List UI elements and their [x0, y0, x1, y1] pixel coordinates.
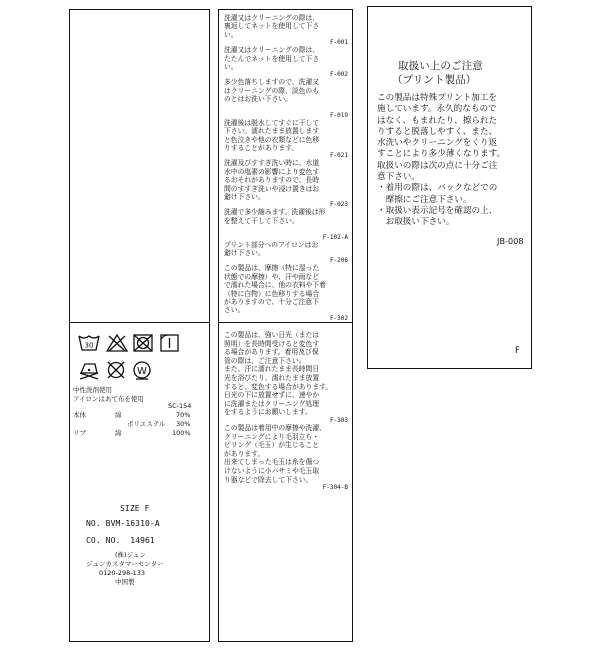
care-text-line: 洗濯で多少縮みます。洗濯後は形 [224, 208, 326, 217]
wash-30-icon [78, 334, 100, 352]
care-text-line: すると、変色する場合があります。 [224, 382, 333, 391]
care-instructions-note: 中性洗剤使用 アイロンはあて布を使用 [73, 386, 144, 403]
country-of-origin: 中国製 [115, 578, 135, 586]
care-text-line: 出来てしまった毛玉は糸を傷つ [224, 458, 320, 467]
care-text-line: で濡れた場合に、他の衣料や下着 [224, 281, 326, 290]
care-text-line: 洗濯又はクリーニングの際は、 [224, 14, 320, 22]
care-text-line: また、汗に濡れたまま長時間日 [224, 365, 320, 374]
care-text-line: るおそれがありますので、長時 [224, 176, 320, 185]
reference-code: F-001 [329, 39, 348, 47]
care-text-line: 避け下さい。 [224, 193, 265, 202]
care-text-line: をするようにお願いします。 [224, 408, 312, 417]
care-text-line: 多少色落ちしますので、洗濯又 [224, 78, 320, 87]
reference-code: F-102-A [322, 233, 348, 241]
composition-row [73, 420, 198, 429]
care-text-line: 施しています。永久的なもので [377, 104, 497, 115]
care-label-left [69, 9, 210, 642]
care-text-line: この製品は、摩擦（特に湿った [224, 264, 320, 273]
care-text-line: 洗濯及びすすぎ洗い時に、水道 [224, 159, 320, 168]
no-tumble-dry-icon [133, 334, 153, 352]
care-text-line: 洗濯後は脱水してすぐに干して [224, 118, 320, 127]
reference-code: F-023 [329, 201, 348, 209]
care-text-line: い。 [224, 62, 238, 71]
care-text-line: はクリーニングの際、淡色のも [224, 86, 320, 95]
care-text-line: と色泣きや他の衣類などに色移 [224, 135, 320, 144]
care-text-line: （特に白物）に色移りする場合 [224, 289, 320, 298]
no-dry-clean-icon [106, 360, 126, 380]
care-text-line: のとはお洗い下さい。 [224, 95, 292, 104]
care-text-line: 摩擦にご注意下さい。 [377, 194, 472, 205]
care-text-block [224, 14, 348, 322]
care-text-line: クリーニングにより毛羽立ち・ [224, 432, 320, 441]
notice-text-block [377, 93, 527, 229]
fiber-code: SC-154 [168, 402, 192, 410]
care-text-line: があります。 [224, 449, 265, 458]
care-text-block [224, 331, 348, 491]
care-text-line: る場合があります。着用及び保 [224, 348, 319, 357]
reference-code: F-021 [329, 152, 348, 160]
care-text-line: この製品は、強い日光（または [224, 331, 320, 339]
care-text-line: 状態での摩擦）や、汗や雨など [224, 272, 320, 281]
reference-code: F-019 [329, 111, 348, 119]
care-text-line [224, 225, 348, 233]
care-text-line: けないように小バサミや毛玉取 [224, 466, 320, 475]
line-dry-icon [160, 334, 179, 352]
care-text-line: 水中の塩素の影響により変色す [224, 167, 320, 176]
care-text-line: たたんでネットを使用して下さ [224, 54, 320, 63]
care-text-line: はなく、もまれたり、擦られた [377, 115, 498, 126]
label-divider [69, 322, 210, 323]
svg-text:30: 30 [84, 341, 94, 350]
size-label: SIZE F [120, 504, 150, 513]
care-text-line: い。 [224, 30, 238, 39]
care-text-line: 間のすすぎ洗いや浸け置きはお [224, 184, 320, 193]
composition-row [73, 429, 198, 438]
care-text-line: 取扱いの際は次の点に十分ご注 [377, 160, 498, 171]
customer-center: ジュンカスタマーセンター [86, 560, 164, 568]
care-text-line: この製品は特殊プリント加工を [377, 93, 497, 103]
care-text-line: 下さい。濡れたまま放置します [224, 127, 320, 136]
care-text-line: 裏返してネットを使用して下さ [224, 22, 320, 31]
notice-title: 取扱い上のご注意 [398, 60, 483, 72]
care-text-line: を整えて干して下さい。 [224, 216, 299, 225]
reference-code: F-303 [329, 416, 348, 424]
composition-percent: 100% [172, 429, 191, 437]
phone-number: 0120-298-133 [99, 569, 146, 577]
composition-percent: 30% [176, 420, 191, 428]
iron-low-icon [78, 360, 100, 380]
care-text-line: ・着用の際は、バックなどでの [377, 183, 498, 194]
notice-code: JB-008 [497, 237, 524, 246]
care-text-line: りすることがあります。 [224, 144, 299, 153]
reference-code: F-002 [329, 71, 348, 79]
composition-material: 綿 [115, 411, 122, 419]
composition-material: 綿 [115, 429, 122, 437]
care-text-line: り器などで除去して下さい。 [224, 475, 313, 484]
care-text-line: すことにより多少薄くなります。 [377, 149, 506, 160]
composition-part: リブ [73, 429, 86, 437]
composition-part: 本体 [73, 411, 86, 419]
wet-clean-icon [132, 360, 152, 380]
care-text-line: この製品は着用中の摩擦や洗濯、 [224, 423, 326, 432]
care-text-line: 意下さい。 [377, 172, 420, 183]
no-bleach-icon [106, 334, 128, 352]
care-text-line: 避け下さい。 [224, 248, 265, 257]
care-text-line: 管の際は、ご注意下さい。 [224, 356, 306, 365]
care-text-line: ・取扱い表示記号を確認の上、 [377, 205, 498, 216]
care-text-line: に洗濯またはクリーニング処理 [224, 399, 320, 408]
care-text-line: 日光の下に放置せずに、速やか [224, 391, 320, 400]
care-text-line: 洗濯又はクリーニングの際は、 [224, 46, 320, 55]
care-text-line: 水洗いやクリーニングをくり返 [377, 138, 498, 149]
co-number: CO. NO. 14961 [86, 536, 155, 545]
reference-code: F-304-B [322, 484, 348, 492]
composition-percent: 70% [176, 411, 191, 419]
svg-text:W: W [137, 366, 147, 377]
composition-material: ポリエステル [127, 420, 166, 428]
care-text-line: 照明）を長時間受けると変色す [224, 339, 320, 348]
care-text-line: がありますので、十分ご注意下 [224, 297, 320, 306]
care-text-line: さい。 [224, 306, 245, 315]
care-text-line: りすると脱落しやすく、また、 [377, 126, 498, 137]
care-text-line: プリント部分へのアイロンはお [224, 240, 319, 249]
company-name: (株)ジュン [115, 551, 146, 559]
size-mark: F [515, 346, 520, 356]
product-number: NO. BVM-16310-A [86, 519, 160, 528]
notice-subtitle: （プリント製品） [392, 74, 477, 86]
care-text-line: 光を浴びたり、濡れたまま放置 [224, 373, 320, 382]
care-text-line: お取扱い下さい。 [377, 217, 455, 228]
reference-code: F-302 [329, 314, 348, 322]
reference-code: F-206 [329, 257, 348, 265]
care-text-line: ピリング（毛玉）が生じること [224, 441, 320, 450]
care-text-line [224, 104, 348, 112]
label-divider [218, 322, 353, 323]
composition-table [73, 411, 198, 438]
composition-row [73, 411, 198, 420]
